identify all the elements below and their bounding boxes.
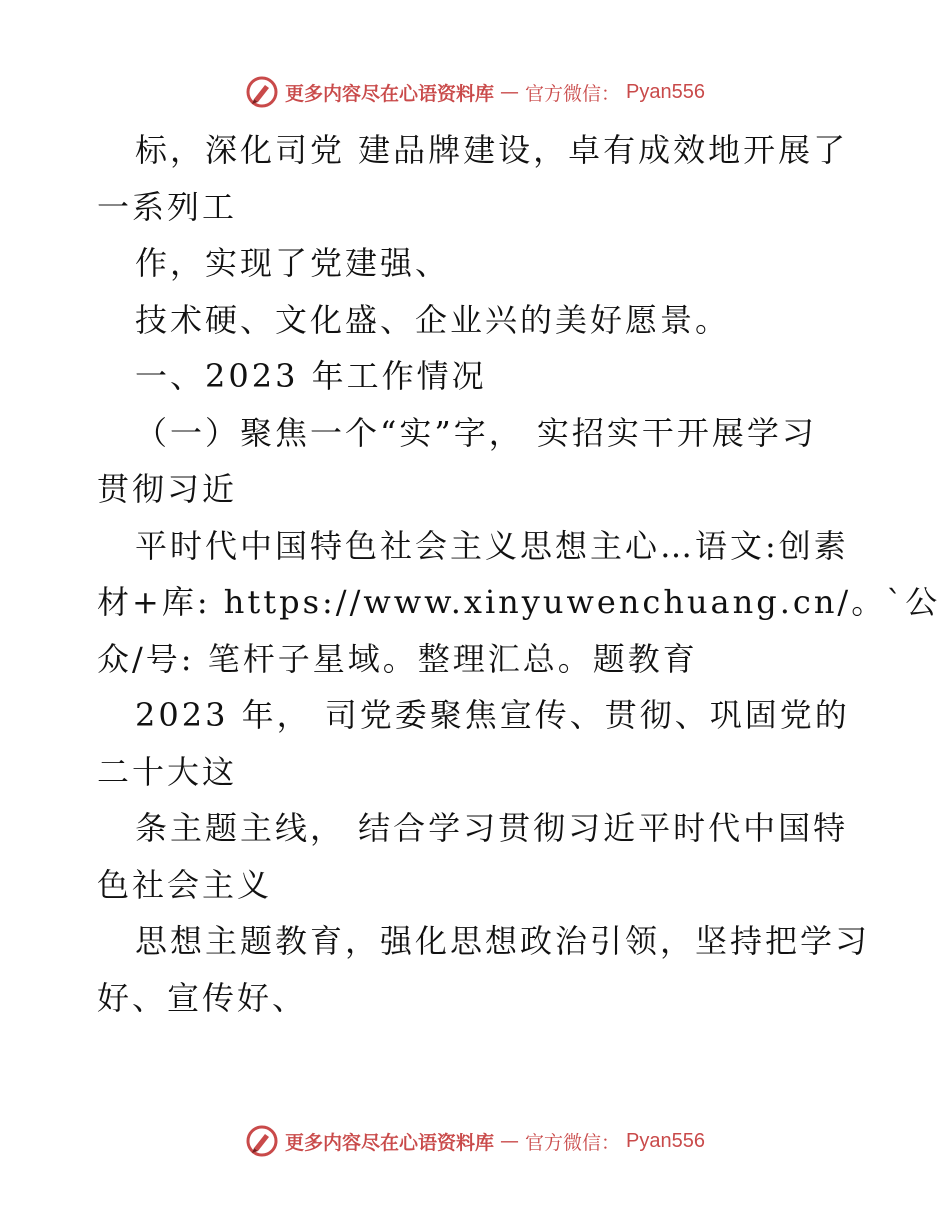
text-line: （一）聚焦一个“实”字， 实招实干开展学习 xyxy=(135,413,817,452)
text-line: 条主题主线， 结合学习贯彻习近平时代中国特 xyxy=(135,809,849,847)
document-body xyxy=(97,122,941,1026)
watermark-official-label: 官方微信： xyxy=(525,1131,621,1154)
watermark-dash: — xyxy=(500,81,520,103)
text-line: 思想主题教育，强化思想政治引领，坚持把学习 xyxy=(135,922,871,960)
watermark-official-label: 官方微信： xyxy=(525,82,621,105)
watermark-text: 更多内容尽在心语资料库 xyxy=(285,82,495,105)
text-line: 众/号: 笔杆子星域。整理汇总。题教育 xyxy=(97,639,698,678)
watermark-text: 更多内容尽在心语资料库 xyxy=(285,1131,495,1154)
text-line: 好、宣传好、 xyxy=(97,978,308,1017)
watermark-wechat-id: Pyan556 xyxy=(626,1129,705,1152)
pen-in-circle-icon xyxy=(245,75,279,109)
text-line: 技术硬、文化盛、企业兴的美好愿景。 xyxy=(135,300,731,339)
watermark-dash: — xyxy=(500,1130,520,1152)
text-line: 贯彻习近 xyxy=(97,470,238,508)
footer-watermark xyxy=(0,1121,950,1161)
text-line: 标，深化司党 建品牌建设，卓有成效地开展了 xyxy=(135,131,849,169)
header-watermark xyxy=(0,72,950,112)
text-line: 一系列工 xyxy=(97,187,238,226)
text-line: 平时代中国特色社会主义思想主心…语文:创素 xyxy=(135,526,849,565)
watermark-wechat-id: Pyan556 xyxy=(626,80,705,103)
text-line: 一、2023 年工作情况 xyxy=(135,357,487,395)
text-line: 材+库: https://www.xinyuwenchuang.cn/。`公 xyxy=(97,583,941,621)
text-line: 2023 年， 司党委聚焦宣传、贯彻、巩固党的 xyxy=(135,696,850,734)
pen-in-circle-icon xyxy=(245,1124,279,1158)
text-line: 色社会主义 xyxy=(97,865,273,904)
text-line: 作，实现了党建强、 xyxy=(135,244,451,282)
text-line: 二十大这 xyxy=(97,752,238,791)
